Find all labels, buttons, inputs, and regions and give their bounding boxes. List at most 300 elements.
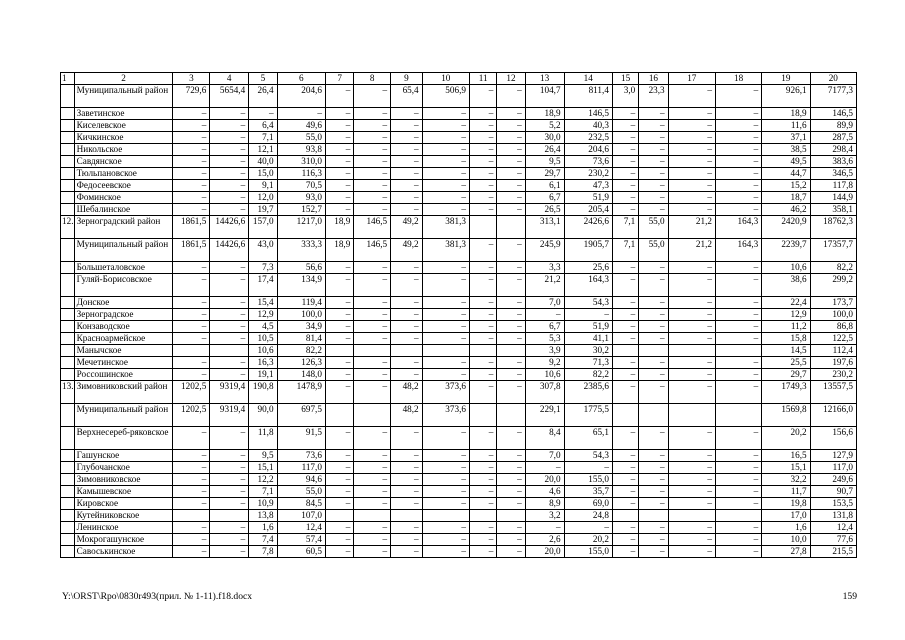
value-cell: 7,0 [525, 297, 564, 309]
settlement-name: Глубочанское [74, 462, 173, 474]
value-cell: 25,5 [762, 357, 810, 369]
value-cell: 7,1 [612, 239, 638, 262]
value-cell: – [612, 427, 638, 450]
value-cell: – [391, 262, 423, 274]
value-cell: 381,3 [422, 239, 469, 262]
value-cell: – [354, 427, 391, 450]
value-cell: 15,1 [762, 462, 810, 474]
value-cell: – [715, 321, 761, 333]
value-cell: – [354, 498, 391, 510]
value-cell: – [497, 369, 525, 381]
value-cell: – [210, 120, 249, 132]
value-cell: 14426,6 [210, 239, 249, 262]
value-cell: – [497, 180, 525, 192]
value-cell: – [612, 108, 638, 120]
value-cell: – [668, 262, 715, 274]
table-row [61, 534, 857, 546]
value-cell: 55,0 [277, 486, 325, 498]
value-cell: – [469, 239, 496, 262]
header-cell: 17 [668, 73, 715, 85]
value-cell: – [354, 156, 391, 168]
table-row [61, 239, 857, 262]
value-cell: – [173, 369, 210, 381]
value-cell: 1202,5 [173, 381, 210, 404]
value-cell: – [639, 108, 668, 120]
settlement-name: Мечетинское [74, 357, 173, 369]
value-cell: – [422, 357, 469, 369]
value-cell: 144,9 [810, 192, 856, 204]
value-cell: 65,4 [391, 85, 423, 108]
row-index [61, 262, 75, 274]
value-cell: – [325, 357, 353, 369]
value-cell: – [469, 321, 496, 333]
value-cell: – [715, 534, 761, 546]
value-cell: – [391, 180, 423, 192]
value-cell: – [469, 192, 496, 204]
value-cell: 17,0 [762, 510, 810, 522]
value-cell: – [469, 474, 496, 486]
settlement-name: Фоминское [74, 192, 173, 204]
value-cell: – [469, 450, 496, 462]
value-cell: 1202,5 [173, 404, 210, 427]
value-cell: 21,2 [668, 239, 715, 262]
value-cell: – [469, 534, 496, 546]
value-cell: – [391, 498, 423, 510]
value-cell: – [210, 180, 249, 192]
table-row [61, 132, 857, 144]
value-cell: – [422, 474, 469, 486]
value-cell: – [210, 144, 249, 156]
value-cell: – [391, 450, 423, 462]
value-cell: – [173, 546, 210, 558]
value-cell: 10,5 [249, 333, 277, 345]
value-cell: – [173, 522, 210, 534]
value-cell: – [422, 297, 469, 309]
value-cell: – [210, 309, 249, 321]
settlement-name: Кировское [74, 498, 173, 510]
value-cell: 346,5 [810, 168, 856, 180]
settlement-name: Федосеевское [74, 180, 173, 192]
row-index [61, 168, 75, 180]
value-cell: 9,2 [525, 357, 564, 369]
value-cell: 2420,9 [762, 216, 810, 239]
value-cell: – [422, 120, 469, 132]
value-cell: – [173, 144, 210, 156]
value-cell [325, 404, 353, 427]
value-cell: – [391, 120, 423, 132]
value-cell: – [325, 486, 353, 498]
row-index [61, 462, 75, 474]
row-index: 13. [61, 381, 75, 404]
value-cell: – [422, 180, 469, 192]
value-cell: – [497, 546, 525, 558]
value-cell: – [612, 204, 638, 216]
value-cell: 56,6 [277, 262, 325, 274]
value-cell: 926,1 [762, 85, 810, 108]
value-cell: 54,3 [564, 297, 612, 309]
value-cell: – [173, 498, 210, 510]
value-cell: 148,0 [277, 369, 325, 381]
value-cell: – [639, 357, 668, 369]
value-cell: 215,5 [810, 546, 856, 558]
header-cell: 3 [173, 73, 210, 85]
header-cell: 19 [762, 73, 810, 85]
value-cell: – [325, 462, 353, 474]
value-cell: – [612, 168, 638, 180]
value-cell [391, 345, 423, 357]
value-cell: 12,9 [762, 309, 810, 321]
value-cell: – [612, 381, 638, 404]
table-row [61, 427, 857, 450]
value-cell: – [354, 168, 391, 180]
value-cell: 18,9 [762, 108, 810, 120]
value-cell: – [391, 474, 423, 486]
value-cell: 155,0 [564, 474, 612, 486]
value-cell: 9319,4 [210, 381, 249, 404]
value-cell: – [210, 474, 249, 486]
value-cell: 1861,5 [173, 239, 210, 262]
value-cell [612, 404, 638, 427]
value-cell: 73,6 [277, 450, 325, 462]
header-cell: 13 [525, 73, 564, 85]
value-cell: 49,2 [391, 239, 423, 262]
value-cell: 48,2 [391, 404, 423, 427]
value-cell: 49,6 [277, 120, 325, 132]
value-cell: – [422, 427, 469, 450]
value-cell: 6,7 [525, 192, 564, 204]
value-cell: – [715, 381, 761, 404]
value-cell: 249,6 [810, 474, 856, 486]
value-cell: – [325, 474, 353, 486]
value-cell: – [391, 192, 423, 204]
value-cell: – [668, 321, 715, 333]
row-index: 12. [61, 216, 75, 239]
value-cell: 205,4 [564, 204, 612, 216]
value-cell: 146,5 [354, 239, 391, 262]
row-index [61, 486, 75, 498]
value-cell: – [612, 369, 638, 381]
header-cell: 7 [325, 73, 353, 85]
value-cell: 100,0 [277, 309, 325, 321]
value-cell [612, 345, 638, 357]
value-cell: – [469, 462, 496, 474]
row-index [61, 427, 75, 450]
value-cell: – [210, 450, 249, 462]
value-cell: – [354, 132, 391, 144]
table-row [61, 321, 857, 333]
value-cell: 9319,4 [210, 404, 249, 427]
header-cell: 9 [391, 73, 423, 85]
value-cell: 82,2 [277, 345, 325, 357]
value-cell: 506,9 [422, 85, 469, 108]
value-cell [469, 404, 496, 427]
value-cell: 82,2 [564, 369, 612, 381]
settlement-name: Савдянское [74, 156, 173, 168]
settlement-name: Мокрогашунское [74, 534, 173, 546]
value-cell: 37,1 [762, 132, 810, 144]
value-cell: – [354, 85, 391, 108]
settlement-name: Никольское [74, 144, 173, 156]
settlement-name: Тюльпановское [74, 168, 173, 180]
value-cell: 155,0 [564, 546, 612, 558]
value-cell [668, 510, 715, 522]
row-index [61, 204, 75, 216]
value-cell: 21,2 [525, 274, 564, 297]
value-cell: – [639, 450, 668, 462]
value-cell: – [391, 462, 423, 474]
value-cell: 86,8 [810, 321, 856, 333]
value-cell: 84,5 [277, 498, 325, 510]
value-cell: 1217,0 [277, 216, 325, 239]
value-cell: – [325, 333, 353, 345]
value-cell: – [173, 462, 210, 474]
value-cell: 2426,6 [564, 216, 612, 239]
value-cell: – [391, 333, 423, 345]
value-cell: – [469, 262, 496, 274]
value-cell: 298,4 [810, 144, 856, 156]
settlement-name: Киселевское [74, 120, 173, 132]
header-cell: 16 [639, 73, 668, 85]
value-cell: – [173, 450, 210, 462]
value-cell: 18,9 [325, 239, 353, 262]
settlement-name: Зерноградское [74, 309, 173, 321]
value-cell: 153,5 [810, 498, 856, 510]
value-cell: – [173, 262, 210, 274]
settlement-name: Муниципальный район [74, 85, 173, 108]
table-row [61, 144, 857, 156]
value-cell: 19,8 [762, 498, 810, 510]
value-cell: 24,8 [564, 510, 612, 522]
value-cell: – [469, 522, 496, 534]
value-cell: 116,3 [277, 168, 325, 180]
value-cell: – [173, 108, 210, 120]
row-index [61, 450, 75, 462]
value-cell: – [325, 321, 353, 333]
value-cell: 49,2 [391, 216, 423, 239]
value-cell: – [277, 108, 325, 120]
value-cell: 3,3 [525, 262, 564, 274]
value-cell: – [668, 144, 715, 156]
value-cell: – [612, 192, 638, 204]
value-cell: 9,5 [525, 156, 564, 168]
value-cell: – [354, 333, 391, 345]
value-cell: 43,0 [249, 239, 277, 262]
value-cell: 11,7 [762, 486, 810, 498]
value-cell: 93,8 [277, 144, 325, 156]
settlement-name: Манычское [74, 345, 173, 357]
value-cell: – [715, 204, 761, 216]
table-row [61, 85, 857, 108]
value-cell: 20,2 [564, 534, 612, 546]
value-cell: – [668, 85, 715, 108]
value-cell: 4,5 [249, 321, 277, 333]
settlement-name: Зимовниковское [74, 474, 173, 486]
value-cell: – [639, 156, 668, 168]
settlement-name: Гуляй-Борисовское [74, 274, 173, 297]
table-row [61, 462, 857, 474]
value-cell: – [715, 357, 761, 369]
header-cell: 18 [715, 73, 761, 85]
value-cell: – [210, 297, 249, 309]
value-cell: – [469, 120, 496, 132]
value-cell [325, 510, 353, 522]
value-cell: – [354, 180, 391, 192]
value-cell: 146,5 [564, 108, 612, 120]
value-cell: 38,6 [762, 274, 810, 297]
settlement-name: Зерноградский район [74, 216, 173, 239]
value-cell: – [497, 132, 525, 144]
value-cell: – [612, 321, 638, 333]
value-cell: 9,5 [249, 450, 277, 462]
value-cell: 20,0 [525, 474, 564, 486]
row-index [61, 345, 75, 357]
value-cell: 15,8 [762, 333, 810, 345]
value-cell: – [210, 192, 249, 204]
value-cell: – [173, 180, 210, 192]
value-cell: – [668, 462, 715, 474]
value-cell [612, 510, 638, 522]
value-cell: 16,5 [762, 450, 810, 462]
value-cell: 8,9 [525, 498, 564, 510]
row-index [61, 239, 75, 262]
value-cell: – [639, 204, 668, 216]
value-cell: – [715, 156, 761, 168]
table-row [61, 180, 857, 192]
value-cell: – [715, 192, 761, 204]
value-cell: – [715, 132, 761, 144]
value-cell: – [391, 486, 423, 498]
row-index [61, 474, 75, 486]
value-cell: 146,5 [810, 108, 856, 120]
value-cell: – [715, 120, 761, 132]
value-cell: – [469, 357, 496, 369]
value-cell: – [639, 321, 668, 333]
value-cell: – [469, 333, 496, 345]
table-row [61, 192, 857, 204]
value-cell: – [639, 120, 668, 132]
value-cell: – [612, 297, 638, 309]
value-cell: 26,5 [525, 204, 564, 216]
value-cell: – [173, 309, 210, 321]
row-index [61, 120, 75, 132]
value-cell: – [354, 144, 391, 156]
value-cell [469, 216, 496, 239]
value-cell: 41,1 [564, 333, 612, 345]
settlement-name: Заветинское [74, 108, 173, 120]
settlement-name: Савоськинское [74, 546, 173, 558]
value-cell: – [639, 486, 668, 498]
header-cell: 5 [249, 73, 277, 85]
value-cell: 117,8 [810, 180, 856, 192]
value-cell: 10,9 [249, 498, 277, 510]
value-cell: – [354, 192, 391, 204]
row-index [61, 180, 75, 192]
value-cell: 134,9 [277, 274, 325, 297]
value-cell: 12,9 [249, 309, 277, 321]
value-cell: – [422, 204, 469, 216]
value-cell: – [639, 522, 668, 534]
file-path: Y:\ORST\Rpo\0830r493(прил. № 1-11).f18.docx [62, 591, 253, 602]
value-cell: 7,1 [612, 216, 638, 239]
header-cell: 15 [612, 73, 638, 85]
value-cell [354, 510, 391, 522]
value-cell [715, 345, 761, 357]
value-cell: 9,1 [249, 180, 277, 192]
value-cell: – [422, 546, 469, 558]
value-cell: 77,6 [810, 534, 856, 546]
value-cell: 1775,5 [564, 404, 612, 427]
value-cell: – [391, 274, 423, 297]
value-cell: – [173, 357, 210, 369]
value-cell: – [715, 546, 761, 558]
value-cell: – [422, 522, 469, 534]
value-cell [325, 345, 353, 357]
value-cell: – [639, 427, 668, 450]
header-cell: 6 [277, 73, 325, 85]
value-cell: 146,5 [354, 216, 391, 239]
value-cell: – [668, 546, 715, 558]
value-cell: – [715, 486, 761, 498]
value-cell: – [173, 156, 210, 168]
table-row [61, 333, 857, 345]
value-cell: – [325, 168, 353, 180]
value-cell: 60,5 [277, 546, 325, 558]
value-cell: – [497, 274, 525, 297]
value-cell: 697,5 [277, 404, 325, 427]
value-cell: 12166,0 [810, 404, 856, 427]
table-row [61, 216, 857, 239]
value-cell: – [422, 274, 469, 297]
value-cell: – [668, 486, 715, 498]
value-cell: – [497, 262, 525, 274]
value-cell: 17,4 [249, 274, 277, 297]
row-index [61, 333, 75, 345]
value-cell: – [469, 498, 496, 510]
value-cell: – [612, 274, 638, 297]
value-cell: 25,6 [564, 262, 612, 274]
value-cell: 107,0 [277, 510, 325, 522]
value-cell: 204,6 [564, 144, 612, 156]
value-cell: 21,2 [668, 216, 715, 239]
value-cell: – [391, 168, 423, 180]
value-cell: 173,7 [810, 297, 856, 309]
value-cell: 1478,9 [277, 381, 325, 404]
table-row [61, 345, 857, 357]
value-cell [497, 345, 525, 357]
value-cell: 232,5 [564, 132, 612, 144]
value-cell: – [325, 108, 353, 120]
value-cell: – [422, 132, 469, 144]
value-cell: 23,3 [639, 85, 668, 108]
settlement-name: Муниципальный район [74, 239, 173, 262]
table-row [61, 404, 857, 427]
value-cell: – [497, 321, 525, 333]
settlement-name: Донское [74, 297, 173, 309]
table-row [61, 522, 857, 534]
value-cell: – [469, 108, 496, 120]
value-cell: 20,0 [525, 546, 564, 558]
value-cell [210, 345, 249, 357]
row-index [61, 510, 75, 522]
value-cell: – [210, 321, 249, 333]
value-cell: 122,5 [810, 333, 856, 345]
value-cell: 73,6 [564, 156, 612, 168]
value-cell: 10,0 [762, 534, 810, 546]
value-cell: 112,4 [810, 345, 856, 357]
value-cell: – [325, 120, 353, 132]
value-cell [173, 345, 210, 357]
value-cell: – [325, 144, 353, 156]
